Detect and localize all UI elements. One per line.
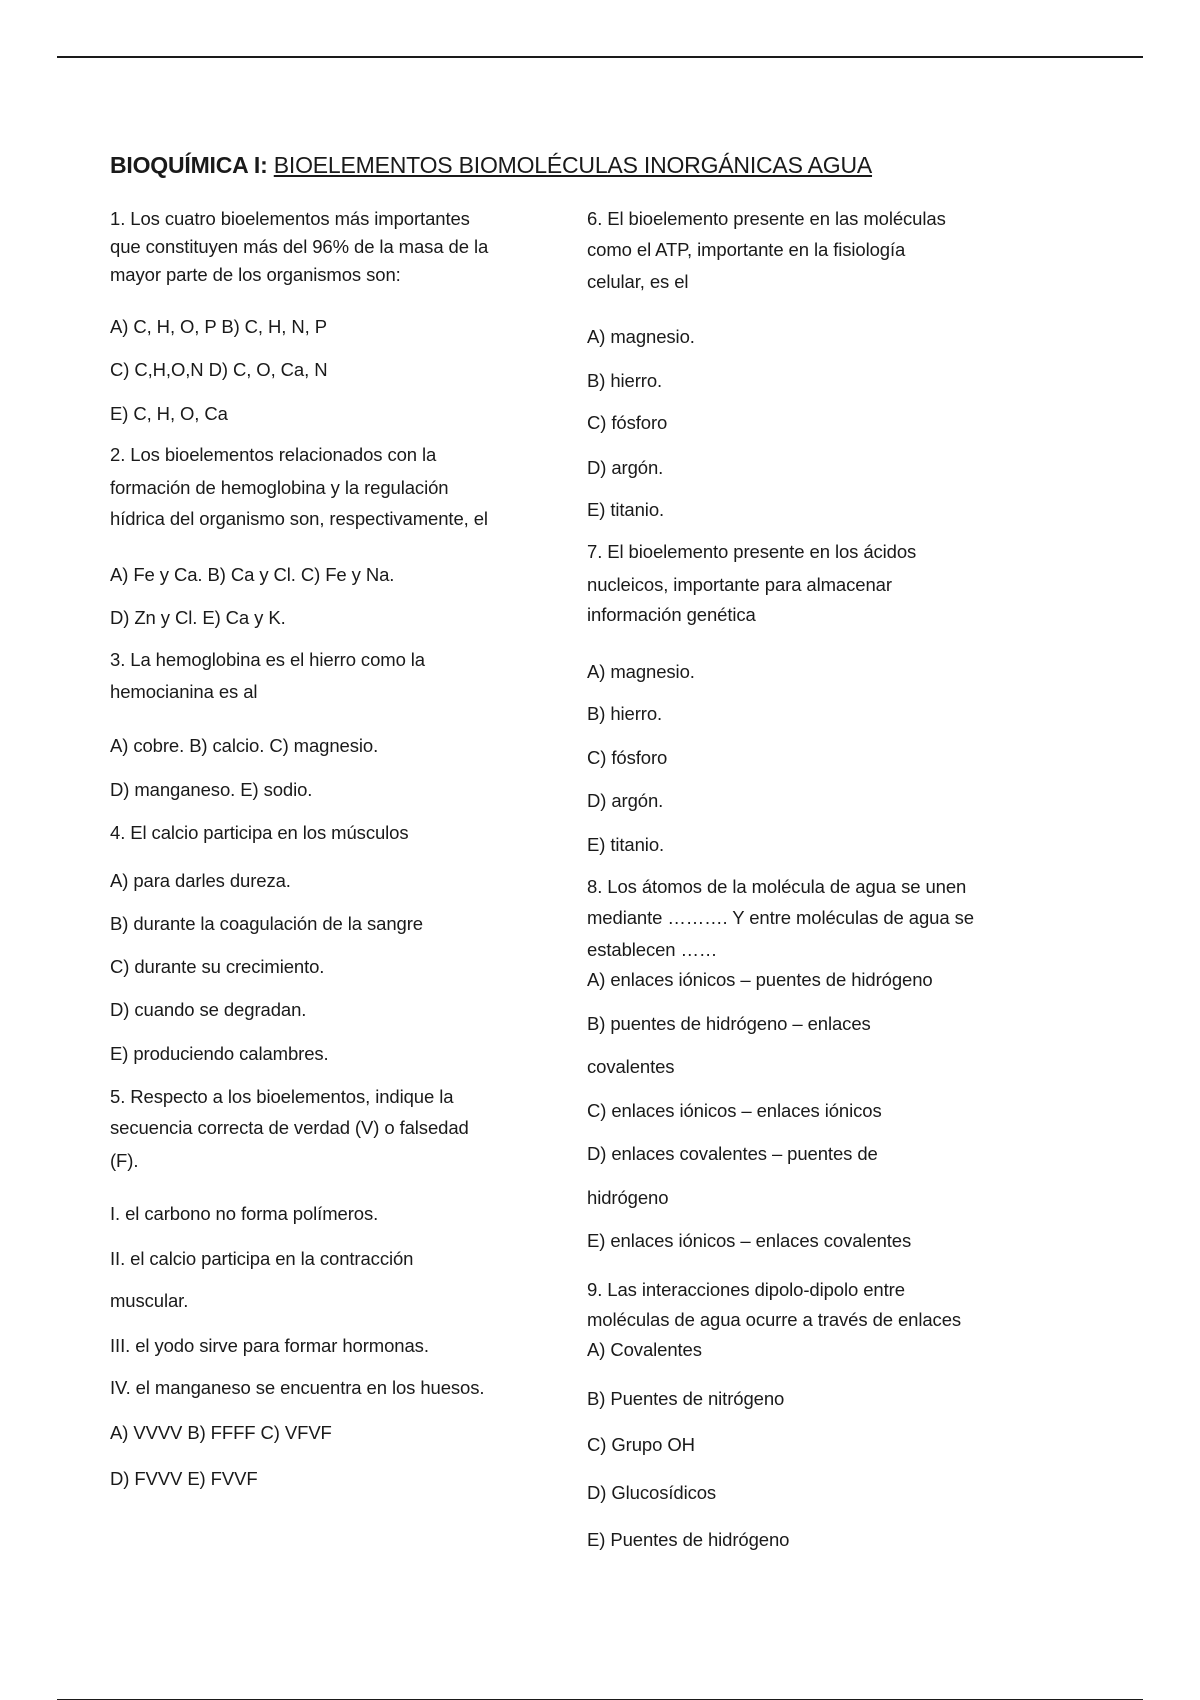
question-7-option: B) hierro. [587,703,663,724]
question-5-statement: III. el yodo sirve para formar hormonas. [110,1335,429,1356]
page-title [110,152,872,179]
question-4-option: C) durante su crecimiento. [110,956,325,977]
question-8-option: hidrógeno [587,1187,669,1208]
question-6-option: E) titanio. [587,499,665,520]
question-7-option: A) magnesio. [587,661,695,682]
top-rule [57,56,1143,58]
question-1-options: E) C, H, O, Ca [110,403,228,424]
question-2-text: hídrica del organismo son, respectivamente, el [110,508,488,529]
question-9-option: B) Puentes de nitrógeno [587,1388,785,1409]
question-8-text: mediante ………. Y entre moléculas de agua se [587,907,974,928]
question-8-option: C) enlaces iónicos – enlaces iónicos [587,1100,882,1121]
question-1-text: mayor parte de los organismos son: [110,264,401,285]
question-2-options: D) Zn y Cl. E) Ca y K. [110,607,286,628]
question-5-statement: muscular. [110,1290,189,1311]
question-2-options: A) Fe y Ca. B) Ca y Cl. C) Fe y Na. [110,564,395,585]
question-6-option: A) magnesio. [587,326,695,347]
question-7-option: C) fósforo [587,747,668,768]
question-9-option: C) Grupo OH [587,1434,695,1455]
question-7-text: nucleicos, importante para almacenar [587,574,892,595]
question-8-option: A) enlaces iónicos – puentes de hidrógeno [587,969,933,990]
question-4-text: 4. El calcio participa en los músculos [110,822,409,843]
question-5-options: A) VVVV B) FFFF C) VFVF [110,1422,332,1443]
question-6-text: 6. El bioelemento presente en las moléculas [587,208,946,229]
question-4-option: E) produciendo calambres. [110,1043,329,1064]
question-7-text: 7. El bioelemento presente en los ácidos [587,541,917,562]
question-6-text: como el ATP, importante en la fisiología [587,239,906,260]
question-3-options: D) manganeso. E) sodio. [110,779,313,800]
question-9-text: 9. Las interacciones dipolo-dipolo entre [587,1279,905,1300]
question-8-option: D) enlaces covalentes – puentes de [587,1143,878,1164]
title-subject: BIOELEMENTOS BIOMOLÉCULAS INORGÁNICAS AGUA [273,152,873,178]
question-9-option: A) Covalentes [587,1339,702,1360]
question-5-options: D) FVVV E) FVVF [110,1468,258,1489]
question-4-option: D) cuando se degradan. [110,999,307,1020]
question-6-option: D) argón. [587,457,664,478]
question-9-option: E) Puentes de hidrógeno [587,1529,790,1550]
question-3-text: 3. La hemoglobina es el hierro como la [110,649,426,670]
question-7-text: información genética [587,604,756,625]
question-5-text: secuencia correcta de verdad (V) o falsedad [110,1117,469,1138]
question-5-text: (F). [110,1150,139,1171]
question-2-text: formación de hemoglobina y la regulación [110,477,449,498]
question-1-text: que constituyen más del 96% de la masa de la [110,236,489,257]
question-1-options: C) C,H,O,N D) C, O, Ca, N [110,359,328,380]
question-5-statement: II. el calcio participa en la contracción [110,1248,414,1269]
question-3-text: hemocianina es al [110,681,258,702]
question-1-options: A) C, H, O, P B) C, H, N, P [110,316,327,337]
question-8-text: 8. Los átomos de la molécula de agua se unen [587,876,967,897]
question-9-text: moléculas de agua ocurre a través de enlaces [587,1309,962,1330]
question-8-text: establecen …… [587,939,718,960]
question-4-option: A) para darles dureza. [110,870,291,891]
question-5-statement: I. el carbono no forma polímeros. [110,1203,379,1224]
question-7-option: D) argón. [587,790,664,811]
question-2-text: 2. Los bioelementos relacionados con la [110,444,437,465]
question-6-option: C) fósforo [587,412,668,433]
question-4-option: B) durante la coagulación de la sangre [110,913,423,934]
question-6-text: celular, es el [587,271,689,292]
question-6-option: B) hierro. [587,370,663,391]
question-5-text: 5. Respecto a los bioelementos, indique la [110,1086,454,1107]
question-8-option: covalentes [587,1056,675,1077]
question-9-option: D) Glucosídicos [587,1482,717,1503]
title-lead: BIOQUÍMICA I: [110,152,268,178]
question-8-option: B) puentes de hidrógeno – enlaces [587,1013,871,1034]
question-7-option: E) titanio. [587,834,665,855]
question-8-option: E) enlaces iónicos – enlaces covalentes [587,1230,912,1251]
question-5-statement: IV. el manganeso se encuentra en los huesos. [110,1377,485,1398]
question-3-options: A) cobre. B) calcio. C) magnesio. [110,735,379,756]
question-1-text: 1. Los cuatro bioelementos más importantes [110,208,470,229]
